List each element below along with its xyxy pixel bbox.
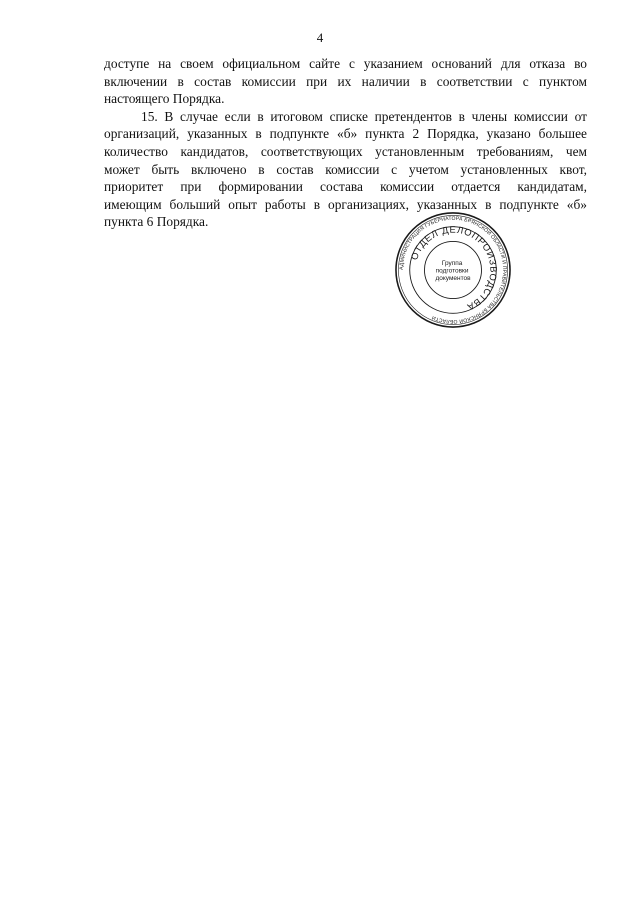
paragraph-1 [104,55,587,108]
text-line: 15. В случае если в итоговом списке претендентов в члены комиссии от [141,108,587,124]
stamp-middle-text: ОТДЕЛ ДЕЛОПРОИЗВОДСТВА [409,224,499,313]
text-line: настоящего Порядка. [104,91,225,107]
official-stamp [394,211,512,329]
stamp-outer-text: АДМИНИСТРАЦИЯ ГУБЕРНАТОРА БРЯНСКОЙ ОБЛАСТИ И ПРАВИТЕЛЬСТВА БРЯНСКОЙ ОБЛАСТИ [398,215,508,325]
document-body [104,55,587,231]
page-number: 4 [316,30,324,45]
stamp-center-line: Группа [441,260,463,268]
text-line: количество кандидатов, соответствующих установленным требованиям, чем [104,143,587,159]
stamp-center-line: документов [435,274,471,282]
stamp-center-line: подготовки [435,267,469,275]
paragraph-2 [104,108,587,231]
svg-text:Группа подготовки доку [435,260,471,282]
text-line: может быть включено в состав комиссии с учетом установленных квот, [104,161,587,177]
text-line: пункта 6 Порядка. [104,214,209,230]
text-line: приоритет при формировании состава комиссии отдается кандидатам, [104,179,587,195]
text-line: доступе на своем официальном сайте с указанием оснований для отказа во [104,56,587,71]
text-line: организаций, указанных в подпункте «б» пункта 2 Порядка, указано большее [104,126,587,142]
text-line: включении в состав комиссии при их наличии в соответствии с пунктом [104,73,587,89]
text-line: имеющим больший опыт работы в организациях, указанных в подпункте «б» [104,196,587,212]
